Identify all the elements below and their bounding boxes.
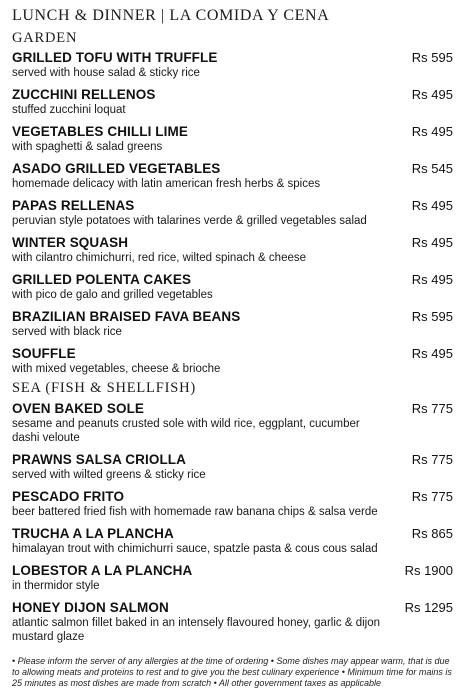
menu-item (12, 123, 459, 156)
item-description: served with black rice (12, 326, 122, 338)
menu-item (12, 160, 459, 193)
section-heading-garden: GARDEN (12, 30, 78, 46)
menu-item (12, 525, 459, 556)
item-description: with mixed vegetables, cheese & brioche (12, 363, 221, 375)
item-name: VEGETABLES CHILLI LIME (12, 124, 188, 139)
item-name: HONEY DIJON SALMON (12, 600, 169, 615)
item-name: LOBESTOR A LA PLANCHA (12, 563, 193, 578)
item-description: in thermidor style (12, 580, 100, 592)
item-price: Rs 775 (411, 401, 453, 416)
item-price: Rs 595 (411, 309, 453, 324)
item-description: with spaghetti & salad greens (12, 141, 163, 153)
item-price: Rs 865 (411, 526, 453, 541)
menu-item (12, 345, 459, 378)
menu-item (12, 308, 459, 341)
menu-item (12, 451, 459, 482)
item-price: Rs 495 (411, 198, 453, 213)
item-description: himalayan trout with chimichurri sauce, spatzle pasta & cous cous salad (12, 543, 378, 555)
menu-item (12, 400, 459, 445)
item-name: WINTER SQUASH (12, 235, 129, 250)
item-description: sesame and peanuts crusted sole with wild rice, eggplant, cucumber dashi veloute (12, 418, 360, 444)
item-price: Rs 495 (411, 272, 453, 287)
item-description: atlantic salmon fillet baked in an intensely flavoured honey, garlic & dijon mustard glaze (12, 617, 380, 643)
item-name: GRILLED TOFU WITH TRUFFLE (12, 50, 218, 65)
item-name: OVEN BAKED SOLE (12, 401, 145, 416)
menu-item (12, 488, 459, 519)
item-price: Rs 1900 (404, 563, 453, 578)
allergy-footnote: • Please inform the server of any allergies at the time of ordering • Some dishes may appear warm, that is due to allowing meats and proteins to rest and to give you the best culinary experience • Minimum time for mains is 25 minutes as most dishes are made from scratch • All other government taxes as applicable (12, 656, 452, 688)
item-name: ASADO GRILLED VEGETABLES (12, 161, 221, 176)
item-price: Rs 545 (411, 161, 453, 176)
menu-item (12, 49, 459, 82)
item-description: served with house salad & sticky rice (12, 67, 200, 79)
garden-menu-list (12, 49, 459, 378)
item-price: Rs 595 (411, 50, 453, 65)
menu-item (12, 86, 459, 119)
item-name: BRAZILIAN BRAISED FAVA BEANS (12, 309, 241, 324)
item-name: PRAWNS SALSA CRIOLLA (12, 452, 186, 467)
section-heading-sea: SEA (FISH & SHELLFISH) (12, 380, 196, 396)
item-description: stuffed zucchini loquat (12, 104, 126, 116)
menu-item (12, 599, 459, 644)
item-price: Rs 1295 (404, 600, 453, 615)
menu-item (12, 271, 459, 304)
item-description: with cilantro chimichurri, red rice, wilted spinach & cheese (12, 252, 307, 264)
item-name: ZUCCHINI RELLENOS (12, 87, 156, 102)
item-name: PAPAS RELLENAS (12, 198, 135, 213)
item-description: beer battered fried fish with homemade raw banana chips & salsa verde (12, 506, 378, 518)
item-price: Rs 495 (411, 124, 453, 139)
item-name: SOUFFLE (12, 346, 76, 361)
item-description: homemade delicacy with latin american fresh herbs & spices (12, 178, 321, 190)
item-description: served with wilted greens & sticky rice (12, 469, 206, 481)
item-price: Rs 775 (411, 489, 453, 504)
sea-menu-list (12, 400, 459, 644)
item-price: Rs 495 (411, 235, 453, 250)
item-price: Rs 495 (411, 87, 453, 102)
item-name: PESCADO FRITO (12, 489, 125, 504)
item-price: Rs 775 (411, 452, 453, 467)
menu-item (12, 562, 459, 593)
page-title: LUNCH & DINNER | LA COMIDA Y CENA (12, 7, 330, 24)
item-description: with pico de galo and grilled vegetables (12, 289, 213, 301)
item-name: TRUCHA A LA PLANCHA (12, 526, 174, 541)
item-description: peruvian style potatoes with talarines verde & grilled vegetables salad (12, 215, 367, 227)
item-name: GRILLED POLENTA CAKES (12, 272, 192, 287)
menu-item (12, 234, 459, 267)
item-price: Rs 495 (411, 346, 453, 361)
menu-item (12, 197, 459, 230)
